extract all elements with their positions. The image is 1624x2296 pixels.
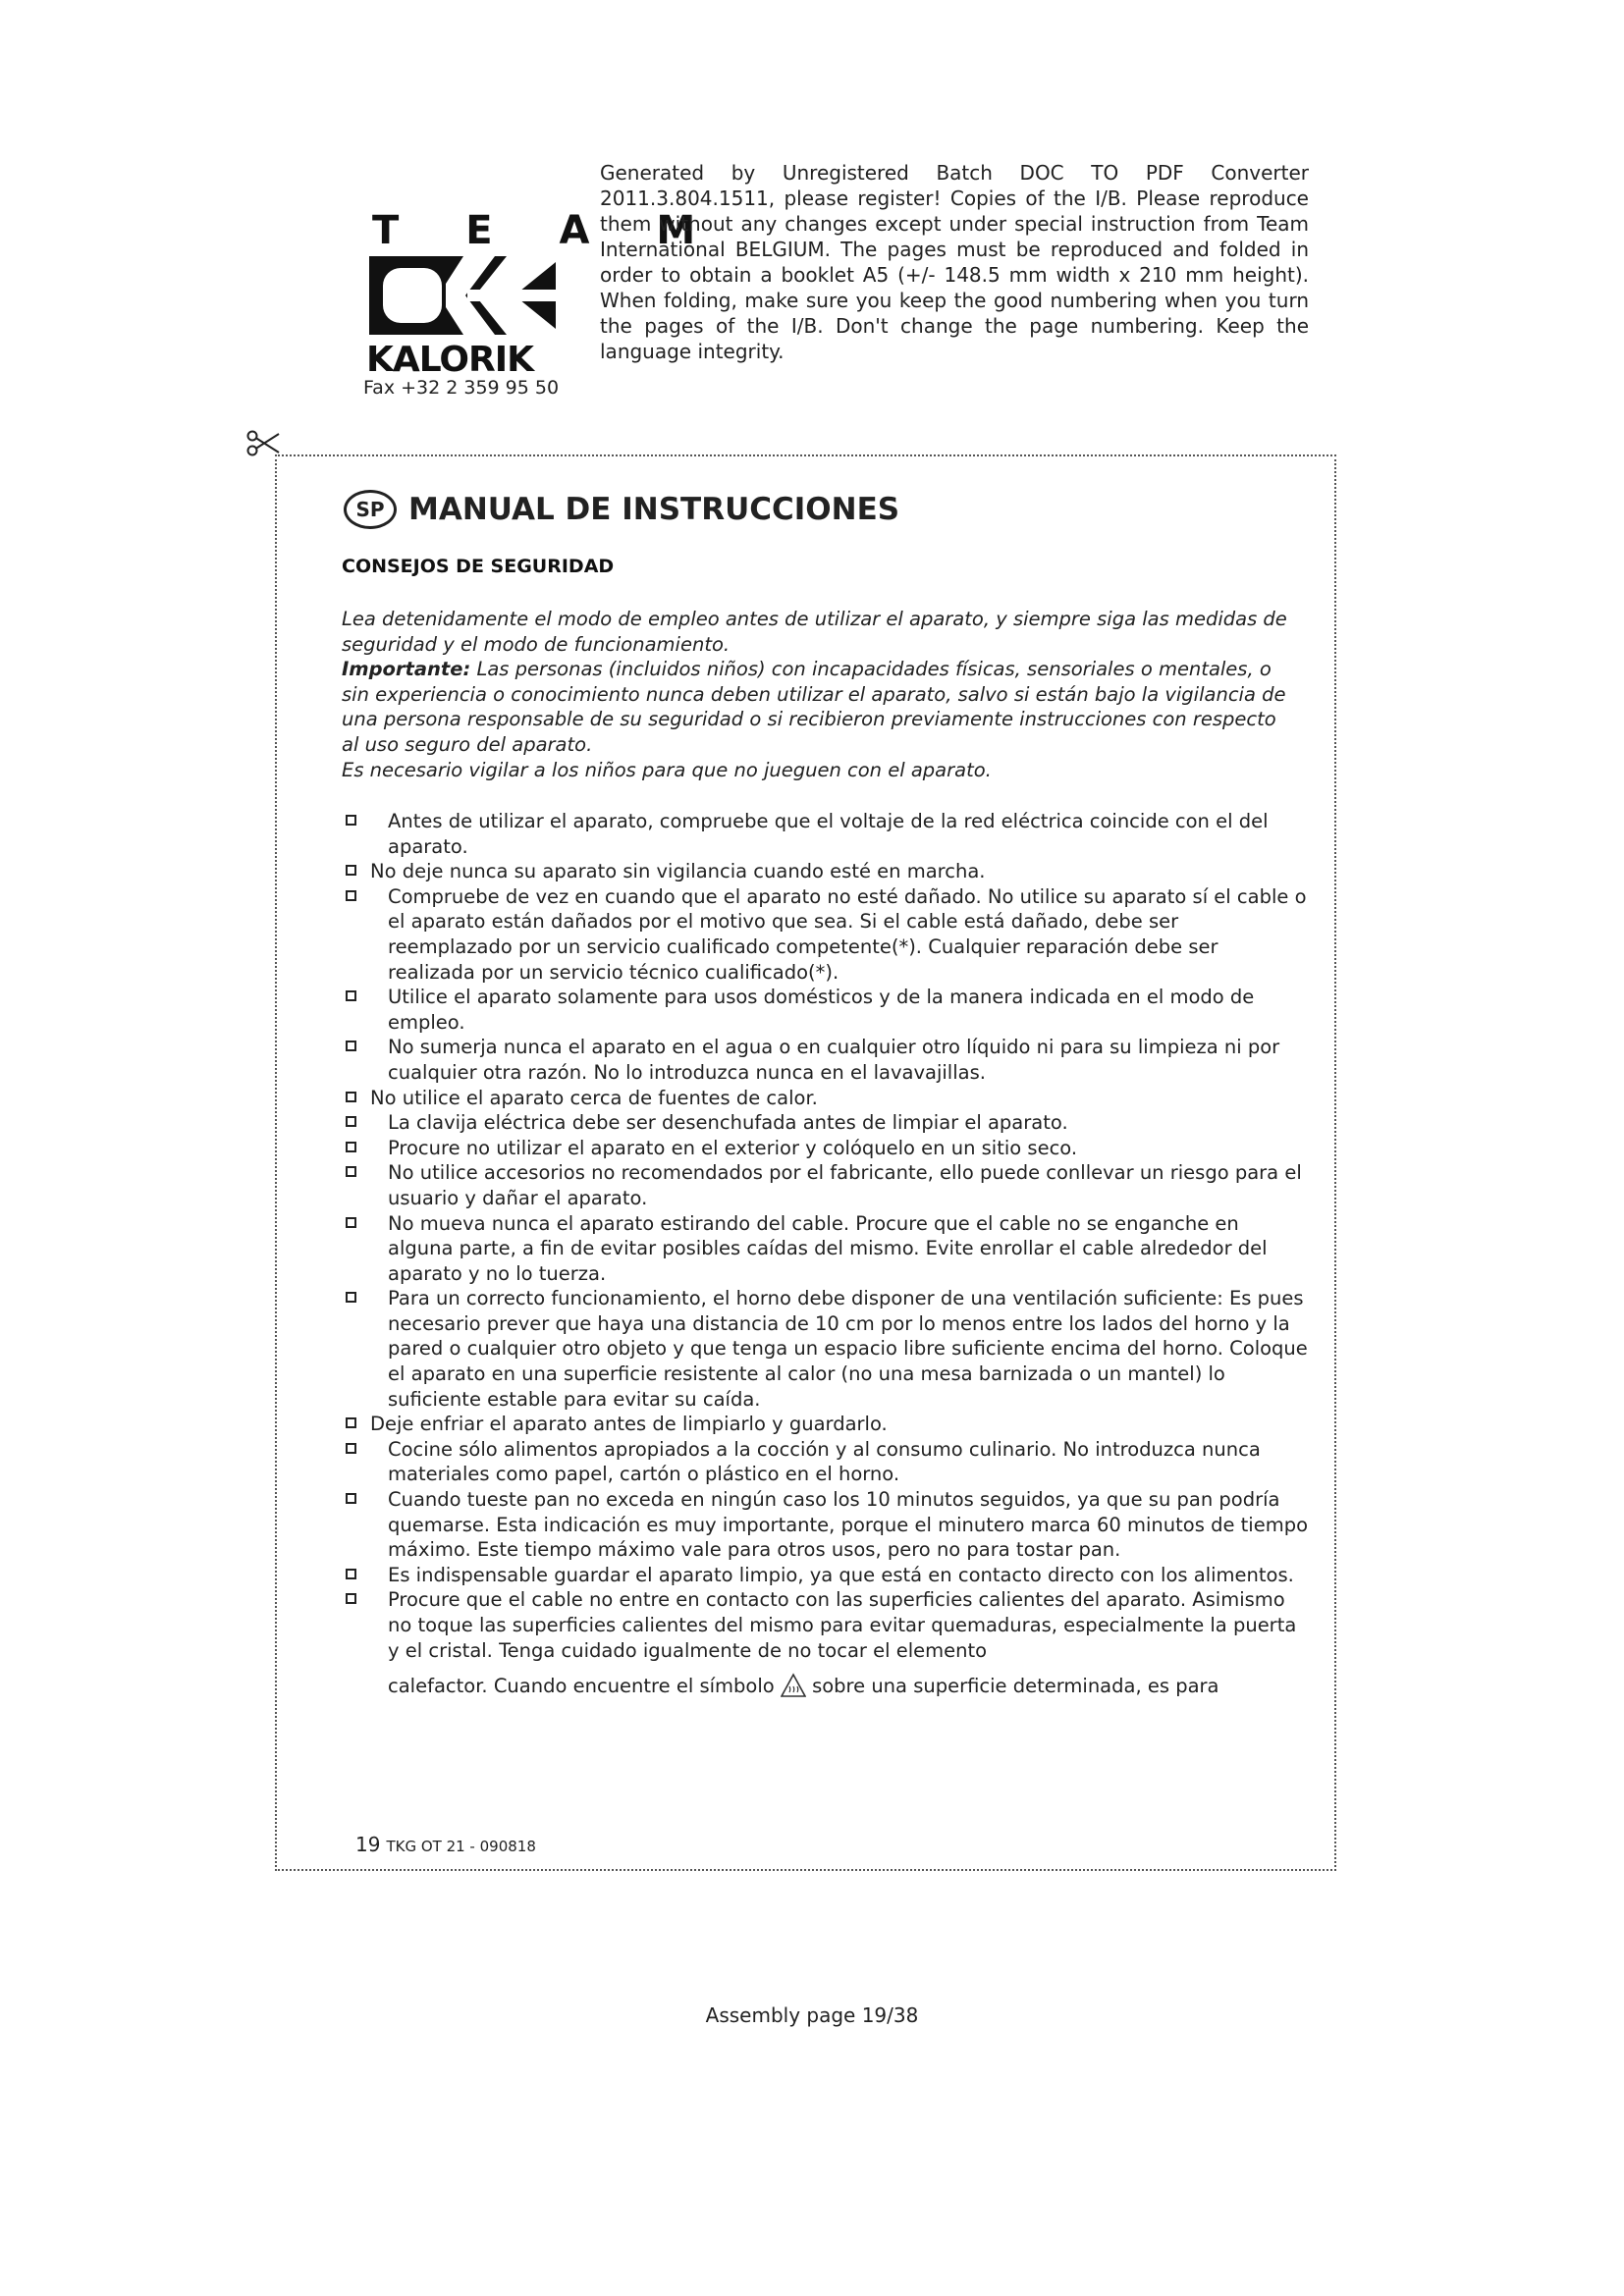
document-code: TKG OT 21 - 090818	[386, 1838, 536, 1855]
checkbox-bullet-icon	[346, 865, 356, 876]
checkbox-bullet-icon	[346, 1142, 356, 1152]
list-item: No utilice accesorios no recomendados por el fabricante, ello puede conllevar un riesgo para el usuario y dañar el aparato.	[342, 1160, 1309, 1210]
hot-surface-warning-icon	[781, 1673, 806, 1698]
list-item: Es indispensable guardar el aparato limpio, ya que está en contacto directo con los alimentos.	[342, 1563, 1309, 1588]
list-item: No mueva nunca el aparato estirando del cable. Procure que el cable no se enganche en alguna parte, a fin de evitar posibles caídas del mismo. Evite enrollar el cable alrededor del aparato y no lo tuerza.	[342, 1211, 1309, 1287]
important-label: Importante:	[342, 658, 471, 681]
safety-rules-list	[342, 809, 1309, 1699]
list-item: Procure que el cable no entre en contacto con las superficies calientes del aparato. Asimismo no toque las superficies calientes del mismo para evitar quemaduras, especialmente la puerta y el cristal. Tenga cuidado igualmente de no tocar el elemento calefactor. Cuando encuentre el símbolo sobre una superficie determinada, es para	[342, 1587, 1309, 1698]
checkbox-bullet-icon	[346, 990, 356, 1001]
page-footer-code	[355, 1833, 536, 1856]
checkbox-bullet-icon	[346, 815, 356, 826]
checkbox-bullet-icon	[346, 1569, 356, 1579]
checkbox-bullet-icon	[346, 1166, 356, 1177]
intro-text-1: Lea detenidamente el modo de empleo antes de utilizar el aparato, y siempre siga las medidas de seguridad y el modo de funcionamiento.	[342, 608, 1287, 656]
notice-text: Generated by Unregistered Batch DOC TO PDF Converter 2011.3.804.1511, please register! Copies of the I/B. Please reproduce them without any changes except under special instruction from Team International BELGIUM. The pages must be reproduced and folded in order to obtain a booklet A5 (+/- 148.5 mm width x 210 mm height). When folding, make sure you keep the good numbering when you turn the pages of the I/B. Don't change the page numbering. Keep the language integrity.	[600, 161, 1309, 363]
intro-text-2	[342, 657, 1294, 757]
list-item: Cocine sólo alimentos apropiados a la cocción y al consumo culinario. No introduzca nunca materiales como papel, cartón o plástico en el horno.	[342, 1437, 1309, 1487]
section-heading: CONSEJOS DE SEGURIDAD	[342, 556, 615, 577]
list-item: No deje nunca su aparato sin vigilancia cuando esté en marcha.	[342, 859, 1309, 884]
fax-number: Fax +32 2 359 95 50	[363, 377, 560, 399]
checkbox-bullet-icon	[346, 1493, 356, 1504]
list-item: No sumerja nunca el aparato en el agua o en cualquier otro líquido ni para su limpieza ni por cualquier otra razón. No lo introduzca nunca en el lavavajillas.	[342, 1035, 1309, 1085]
checkbox-bullet-icon	[346, 1116, 356, 1127]
manual-title-row	[344, 487, 899, 532]
important-text: Las personas (incluidos niños) con incapacidades físicas, sensoriales o mentales, o sin experiencia o conocimiento nunca deben utilizar el aparato, salvo si están bajo la vigilancia de una persona responsable de su seguridad o si recibieron previamente instrucciones con respecto al uso seguro del aparato.	[342, 658, 1286, 756]
checkbox-bullet-icon	[346, 1443, 356, 1454]
checkbox-bullet-icon	[346, 1417, 356, 1428]
list-item: Para un correcto funcionamiento, el horno debe disponer de una ventilación suficiente: Es pues necesario prever que haya una distancia de 10 cm por lo menos entre los lados del horno y la pared o cualquier otro objeto y que tenga un espacio libre suficiente encima del horno. Coloque el aparato en una superficie resistente al calor (no una mesa barnizada o un mantel) lo suficiente estable para evitar su caída.	[342, 1286, 1309, 1412]
assembly-page: Assembly page 19/38	[705, 2003, 919, 2027]
converter-notice	[600, 160, 1309, 364]
checkbox-bullet-icon	[346, 890, 356, 901]
manual-title: MANUAL DE INSTRUCCIONES	[408, 492, 900, 527]
checkbox-bullet-icon	[346, 1041, 356, 1051]
list-item: Utilice el aparato solamente para usos domésticos y de la manera indicada en el modo de empleo.	[342, 985, 1309, 1035]
checkbox-bullet-icon	[346, 1092, 356, 1102]
language-badge: SP	[344, 490, 397, 529]
intro-text-3: Es necesario vigilar a los niños para que no jueguen con el aparato.	[342, 758, 992, 781]
list-item: La clavija eléctrica debe ser desenchufada antes de limpiar el aparato.	[342, 1110, 1309, 1136]
kalorik-k-mark-icon	[369, 256, 556, 335]
checkbox-bullet-icon	[346, 1593, 356, 1604]
logo-brand-text: KALORIK	[366, 340, 534, 380]
list-item: Procure no utilizar el aparato en el exterior y colóquelo en un sitio seco.	[342, 1136, 1309, 1161]
checkbox-bullet-icon	[346, 1217, 356, 1228]
list-item: Cuando tueste pan no exceda en ningún caso los 10 minutos seguidos, ya que su pan podría quemarse. Esta indicación es muy importante, porque el minutero marca 60 minutos de tiempo máximo. Este tiempo máximo vale para otros usos, pero no para tostar pan.	[342, 1487, 1309, 1563]
checkbox-bullet-icon	[346, 1292, 356, 1303]
list-item: Antes de utilizar el aparato, compruebe que el voltaje de la red eléctrica coincide con el del aparato.	[342, 809, 1309, 859]
rule-last-line: calefactor. Cuando encuentre el símbolo sobre una superficie determinada, es para	[388, 1675, 1219, 1698]
team-kalorik-logo	[366, 208, 723, 380]
list-item: Compruebe de vez en cuando que el aparato no esté dañado. No utilice su aparato sí el cable o el aparato están dañados por el motivo que sea. Si el cable está dañado, debe ser reemplazado por un servicio cualificado competente(*). Cualquier reparación debe ser realizada por un servicio técnico cualificado(*).	[342, 884, 1309, 985]
list-item: Deje enfriar el aparato antes de limpiarlo y guardarlo.	[342, 1412, 1309, 1437]
list-item: No utilice el aparato cerca de fuentes de calor.	[342, 1086, 1309, 1111]
logo-team-text: T E A M	[372, 208, 723, 253]
intro-paragraph	[342, 607, 1294, 782]
page-number: 19	[355, 1833, 381, 1856]
